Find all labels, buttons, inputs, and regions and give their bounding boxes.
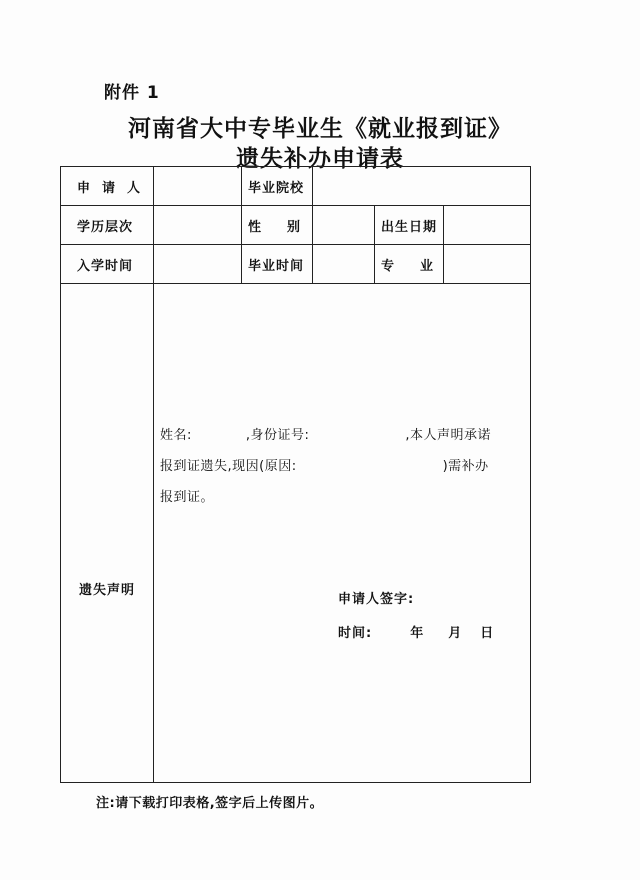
name-text: 姓名:	[160, 428, 192, 443]
applicant-label: 申请人	[61, 167, 154, 206]
promise-text: ,本人声明承诺	[405, 428, 492, 443]
declaration-line-3	[160, 488, 524, 519]
declaration-label: 遗失声明	[78, 582, 135, 598]
declaration-line-2	[160, 457, 524, 488]
footer-note: 注:请下载打印表格,签字后上传图片。	[96, 796, 324, 811]
attachment-label: 附件 1	[104, 83, 160, 103]
form-row-admission	[61, 245, 531, 284]
admission-label: 入学时间	[61, 245, 154, 284]
time-label: 时间:	[338, 626, 373, 641]
form-row-declaration	[61, 284, 531, 783]
graduation-label: 毕业时间	[242, 245, 313, 284]
declaration-cell[interactable]	[154, 284, 531, 783]
gender-label: 性别	[242, 206, 313, 245]
form-row-applicant	[61, 167, 531, 206]
education-label: 学历层次	[61, 206, 154, 245]
school-field[interactable]	[313, 167, 531, 206]
day-label: 日	[480, 626, 495, 641]
certificate-text: 报到证。	[160, 490, 215, 505]
form-row-education	[61, 206, 531, 245]
birth-field[interactable]	[444, 206, 531, 245]
year-label: 年	[410, 626, 425, 641]
declaration-line-1	[160, 426, 524, 457]
application-form	[60, 166, 531, 783]
title-line-2: 遗失补办申请表	[236, 145, 404, 172]
graduation-field[interactable]	[313, 245, 375, 284]
reason-text: 报到证遗失,现因(原因:	[160, 459, 297, 474]
birth-label: 出生日期	[375, 206, 444, 245]
school-label: 毕业院校	[242, 167, 313, 206]
applicant-field[interactable]	[154, 167, 242, 206]
declaration-text	[160, 426, 524, 519]
signature-label: 申请人签字:	[338, 592, 415, 607]
month-label: 月	[448, 626, 463, 641]
major-label: 专业	[375, 245, 444, 284]
declaration-label-cell	[61, 284, 154, 783]
title-line-1: 河南省大中专毕业生《就业报到证》	[128, 115, 512, 142]
date-row	[338, 622, 494, 641]
reissue-text: )需补办	[442, 459, 489, 474]
admission-field[interactable]	[154, 245, 242, 284]
education-field[interactable]	[154, 206, 242, 245]
id-text: ,身份证号:	[245, 428, 310, 443]
